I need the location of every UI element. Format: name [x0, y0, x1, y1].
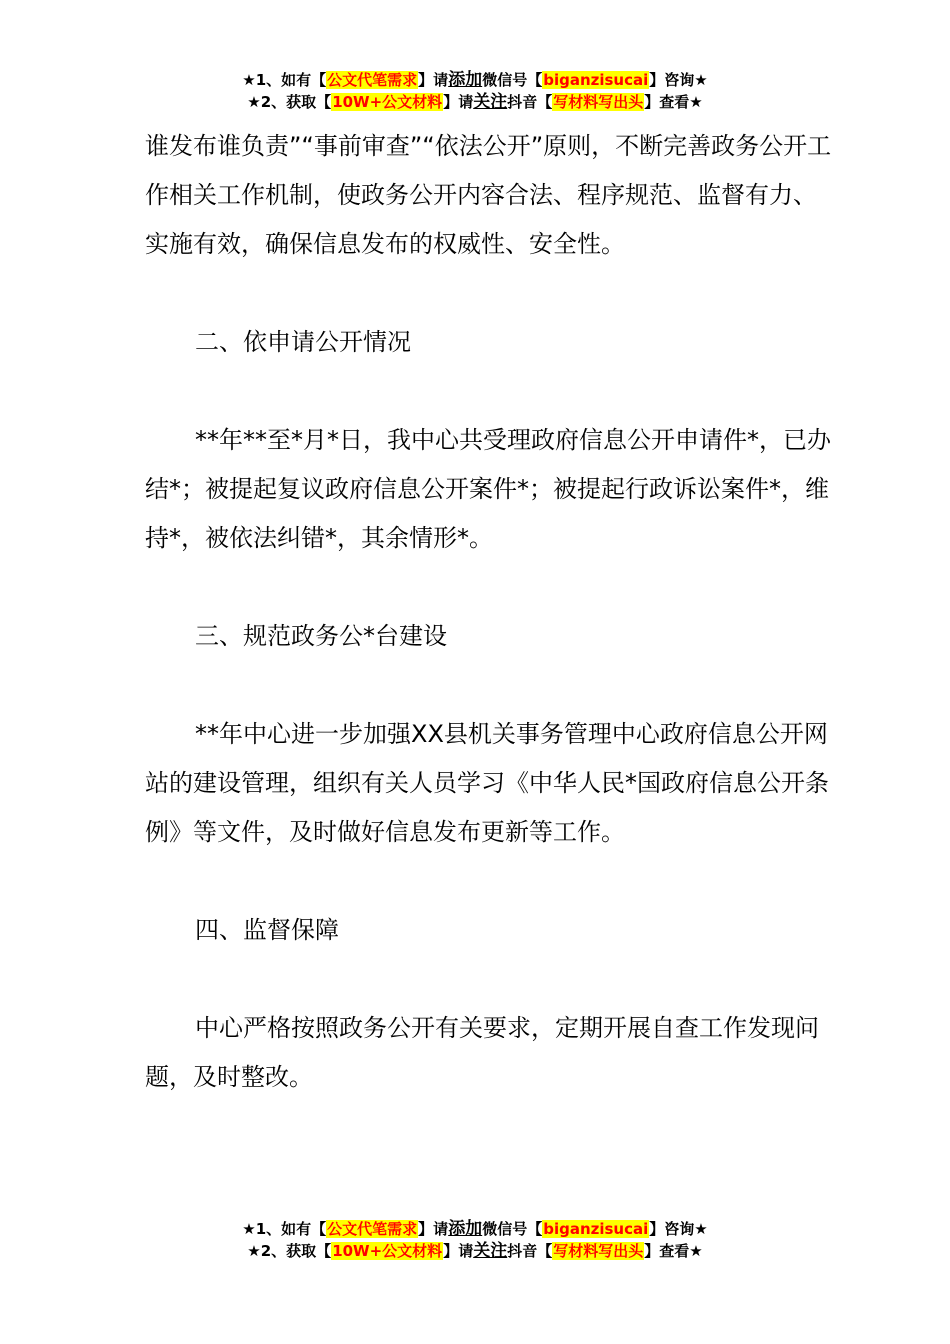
footer-line-1	[0, 1218, 950, 1240]
header-line-2-prefix: ★2、获取【	[247, 93, 332, 111]
header-line-1-suffix: 】咨询★	[649, 71, 708, 89]
footer-line-2-mid2: 抖音【	[507, 1242, 553, 1260]
footer-line-2-highlight-douyin: 写材料写出头	[553, 1242, 644, 1260]
paragraph-gap	[145, 955, 835, 1004]
document-body	[145, 122, 835, 1102]
footer-line-1-highlight-service: 公文代笔需求	[327, 1220, 418, 1238]
paragraph-gap	[145, 857, 835, 906]
header-line-1-mid2: 微信号【	[482, 71, 543, 89]
footer-line-1-mid: 】请	[418, 1220, 449, 1238]
paragraph-platform: **年中心进一步加强XX县机关事务管理中心政府信息公开网站的建设管理，组织有关人员学习《中华人民*国政府信息公开条例》等文件，及时做好信息发布更新等工作。	[145, 720, 829, 846]
header-line-1-highlight-wechat-id: biganzisucai	[543, 71, 649, 89]
paragraph-gap	[145, 367, 835, 416]
header-line-2-underline-follow: 关注	[473, 92, 508, 112]
header-line-1-highlight-service: 公文代笔需求	[327, 71, 418, 89]
footer-line-2-suffix: 】查看★	[644, 1242, 703, 1260]
section-heading-supervision: 四、监督保障	[195, 916, 339, 944]
header-line-1-mid: 】请	[418, 71, 449, 89]
header-line-2-highlight-douyin: 写材料写出头	[553, 93, 644, 111]
header-line-1-prefix: ★1、如有【	[242, 71, 327, 89]
header-line-1	[0, 69, 950, 91]
footer-line-1-prefix: ★1、如有【	[242, 1220, 327, 1238]
footer-line-2-prefix: ★2、获取【	[247, 1242, 332, 1260]
header-line-2-suffix: 】查看★	[644, 93, 703, 111]
paragraph-gap	[145, 661, 835, 710]
footer-line-2-mid: 】请	[443, 1242, 474, 1260]
footer-line-1-underline-add: 添加	[448, 1219, 483, 1239]
paragraph-gap	[145, 563, 835, 612]
footer-line-1-mid2: 微信号【	[482, 1220, 543, 1238]
header-line-2	[0, 91, 950, 113]
header-line-2-highlight-materials: 10W+公文材料	[332, 93, 443, 111]
footer-line-2-underline-follow: 关注	[473, 1241, 508, 1261]
header-line-2-mid2: 抖音【	[507, 93, 553, 111]
footer-line-2	[0, 1240, 950, 1262]
section-heading-platform: 三、规范政务公*台建设	[195, 622, 447, 650]
paragraph-supervision: 中心严格按照政务公开有关要求，定期开展自查工作发现问题，及时整改。	[145, 1014, 819, 1091]
paragraph-principles: 谁发布谁负责”“事前审查”“依法公开”原则，不断完善政务公开工作相关工作机制，使政务公开内容合法、程序规范、监督有力、实施有效，确保信息发布的权威性、安全性。	[145, 132, 832, 258]
header-line-2-mid: 】请	[443, 93, 474, 111]
header-banner	[0, 69, 950, 113]
footer-line-1-highlight-wechat-id: biganzisucai	[543, 1220, 649, 1238]
paragraph-gap	[145, 269, 835, 318]
footer-line-1-suffix: 】咨询★	[649, 1220, 708, 1238]
header-line-1-underline-add: 添加	[448, 70, 483, 90]
footer-banner	[0, 1218, 950, 1262]
footer-line-2-highlight-materials: 10W+公文材料	[332, 1242, 443, 1260]
section-heading-application: 二、依申请公开情况	[195, 328, 411, 356]
paragraph-application-stats: **年**至*月*日，我中心共受理政府信息公开申请件*，已办结*；被提起复议政府信息公开案件*；被提起行政诉讼案件*，维持*，被依法纠错*，其余情形*。	[145, 426, 831, 552]
